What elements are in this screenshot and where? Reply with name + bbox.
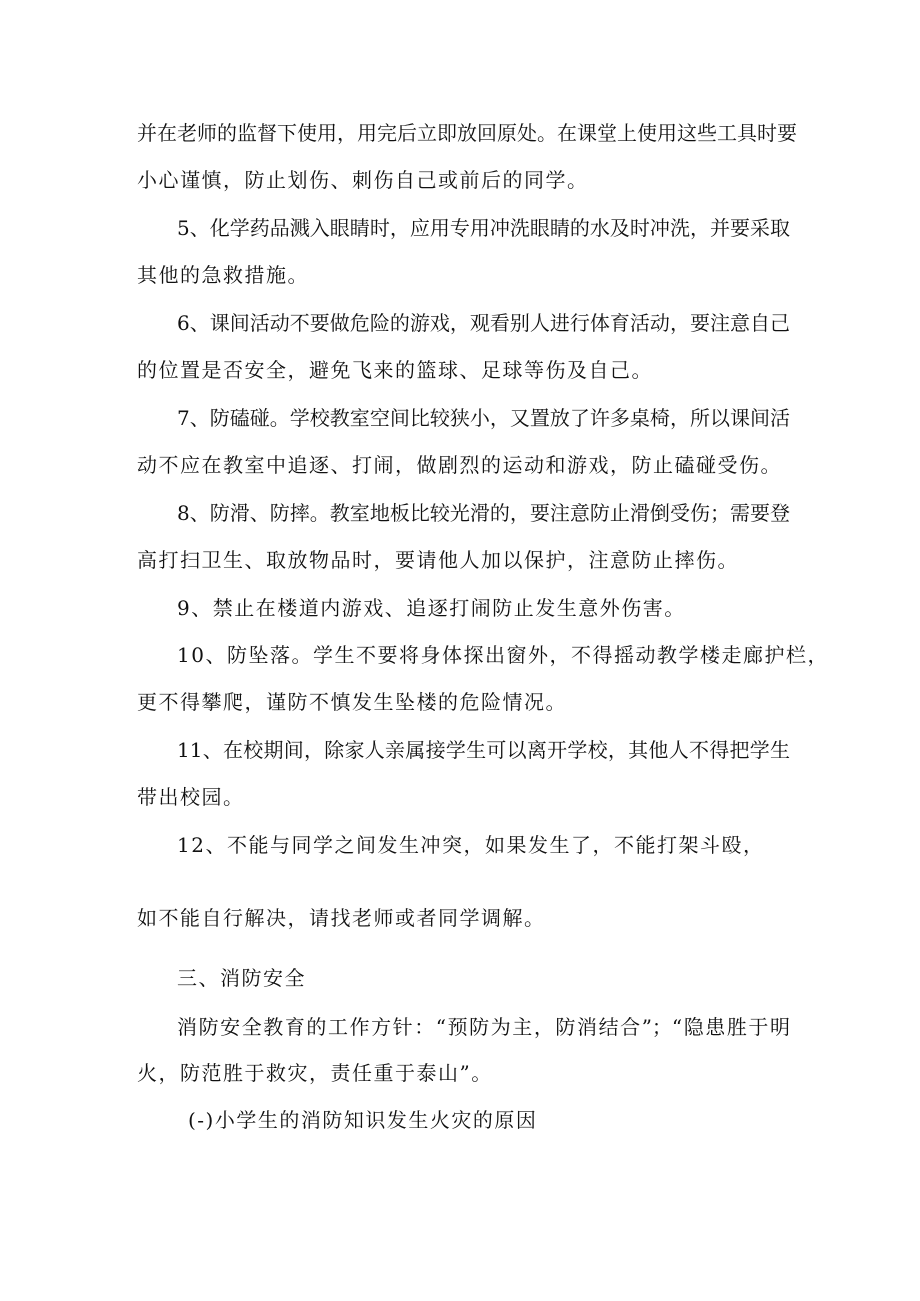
paragraph-line: 小心谨慎，防止划伤、刺伤自己或前后的同学。 [137, 168, 589, 192]
section-heading: 三、消防安全 [177, 966, 306, 990]
paragraph-line: 火，防范胜于救灾，责任重于泰山”。 [137, 1061, 493, 1085]
paragraph-line: 9、禁止在楼道内游戏、追逐打闹防止发生意外伤害。 [177, 596, 686, 620]
paragraph-line: 11、在校期间，除家人亲属接学生可以离开学校，其他人不得把学生 [177, 738, 790, 762]
paragraph-line: 的位置是否安全，避免飞来的篮球、足球等伤及自己。 [137, 358, 653, 382]
paragraph-line: 6、课间活动不要做危险的游戏，观看别人进行体育活动，要注意自己 [177, 311, 790, 335]
paragraph-line: 消防安全教育的工作方针：“预防为主，防消结合”；“隐患胜于明 [177, 1015, 790, 1039]
paragraph-line: 5、化学药品溅入眼睛时，应用专用冲洗眼睛的水及时冲洗，并要采取 [177, 216, 790, 240]
paragraph-line: 12、不能与同学之间发生冲突，如果发生了，不能打架斗殴， [177, 833, 765, 857]
paragraph-line: 带出校园。 [137, 785, 245, 809]
paragraph-line: 高打扫卫生、取放物品时，要请他人加以保护，注意防止摔伤。 [137, 548, 739, 572]
paragraph-line: 7、防磕碰。学校教室空间比较狭小，又置放了许多桌椅，所以课间活 [177, 406, 790, 430]
subsection-heading: (-)小学生的消防知识发生火灾的原因 [188, 1108, 538, 1132]
paragraph-line: 动不应在教室中追逐、打闹，做剧烈的运动和游戏，防止磕碰受伤。 [137, 453, 782, 477]
paragraph-line: 并在老师的监督下使用，用完后立即放回原处。在课堂上使用这些工具时要 [137, 121, 797, 145]
paragraph-line: 更不得攀爬，谨防不慎发生坠楼的危险情况。 [137, 690, 567, 714]
paragraph-line: 如不能自行解决，请找老师或者同学调解。 [137, 906, 546, 930]
paragraph-line: 8、防滑、防摔。教室地板比较光滑的，要注意防止滑倒受伤；需要登 [177, 501, 790, 525]
paragraph-line: 其他的急救措施。 [137, 263, 309, 287]
paragraph-line: 10、防坠落。学生不要将身体探出窗外，不得摇动教学楼走廊护栏， [177, 643, 829, 667]
